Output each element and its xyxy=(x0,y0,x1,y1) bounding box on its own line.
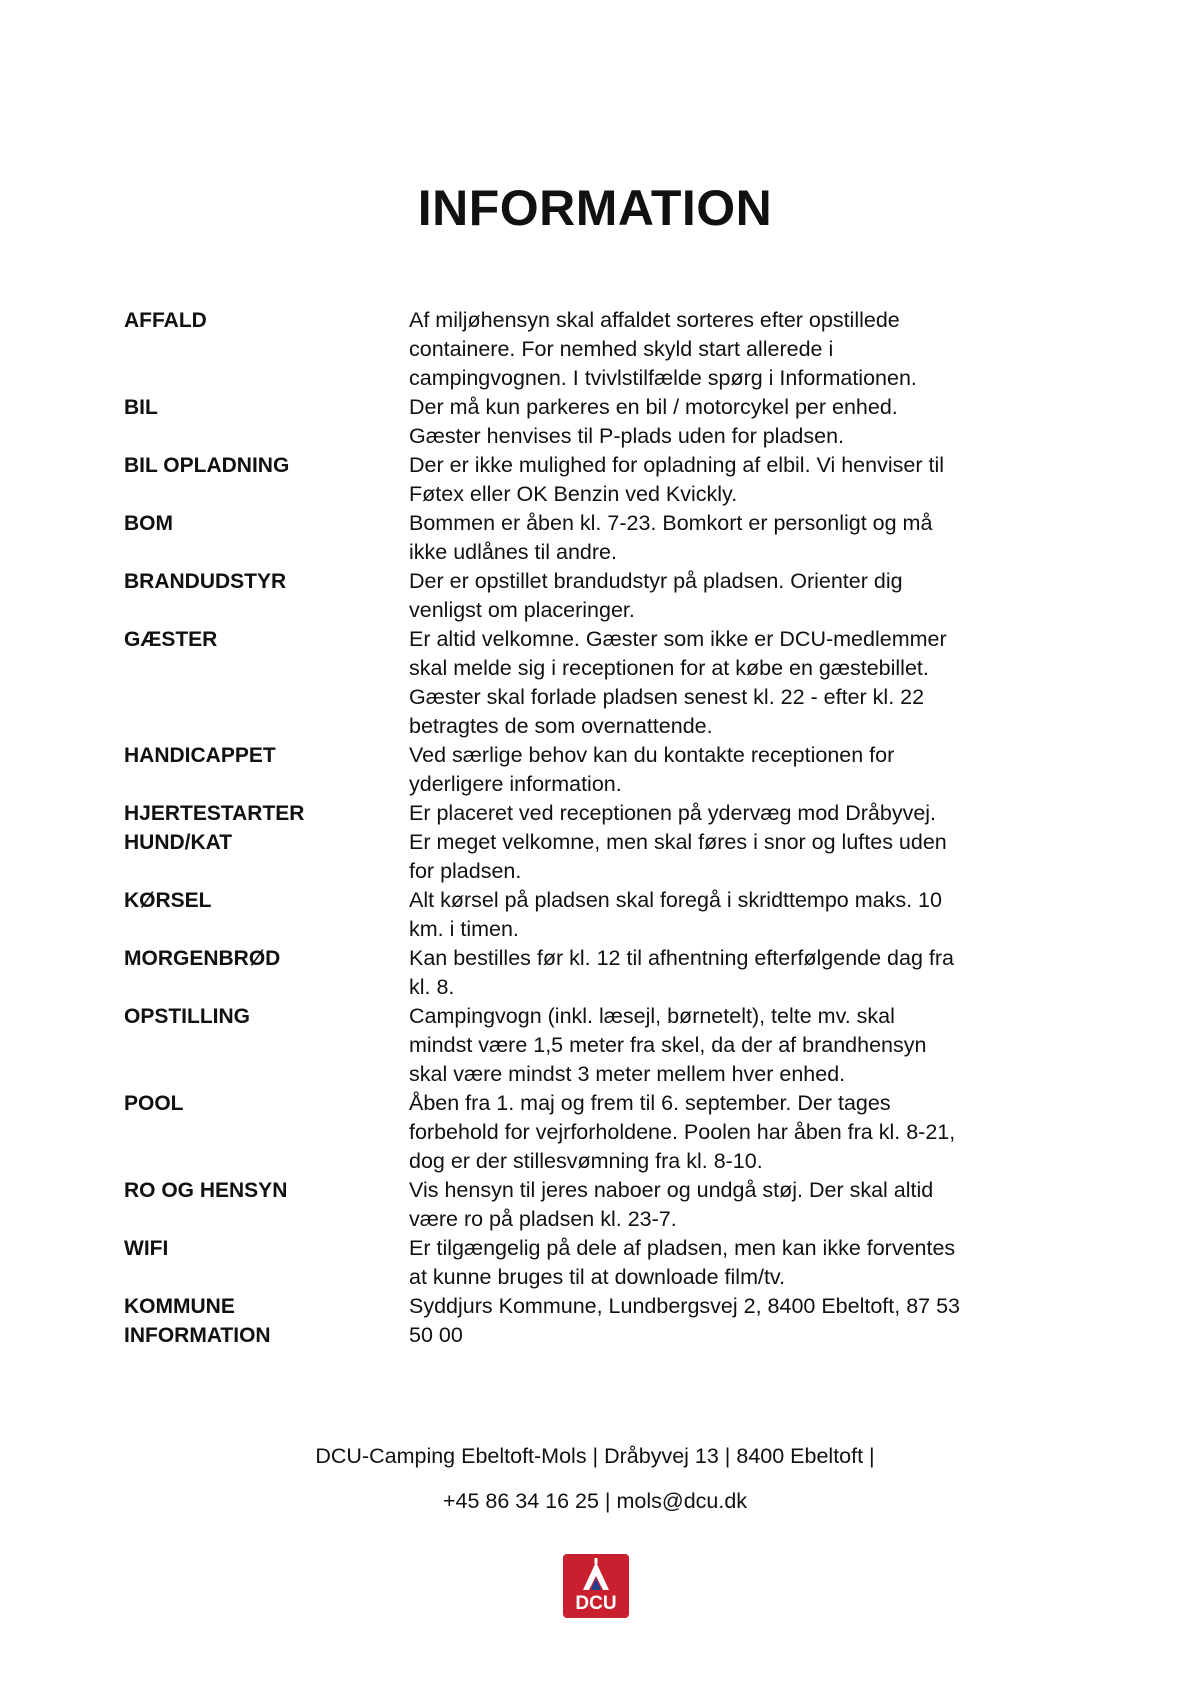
info-label: AFFALD xyxy=(124,309,207,332)
logo-text: DCU xyxy=(575,1593,617,1614)
page-title: INFORMATION xyxy=(417,180,773,236)
info-row-morgenbroed xyxy=(124,944,1074,1002)
info-row-affald xyxy=(124,306,1074,393)
footer-contact: +45 86 34 16 25 | mols@dcu.dk xyxy=(442,1489,748,1513)
info-list xyxy=(124,306,1074,1350)
info-label: HJERTESTARTER xyxy=(124,802,305,825)
info-label: BIL xyxy=(124,396,158,419)
info-text: Der er opstillet brandudstyr på pladsen. Orienter dig venligst om placeringer. xyxy=(409,569,903,622)
info-text: Bommen er åben kl. 7-23. Bomkort er personligt og må ikke udlånes til andre. xyxy=(409,511,933,564)
info-label: HANDICAPPET xyxy=(124,744,276,767)
info-label: BRANDUDSTYR xyxy=(124,570,287,593)
info-row-koersel xyxy=(124,886,1074,944)
info-row-pool xyxy=(124,1089,1074,1176)
footer-address: DCU-Camping Ebeltoft-Mols | Dråbyvej 13 | 8400 Ebeltoft | xyxy=(315,1444,875,1468)
info-label: BIL OPLADNING xyxy=(124,454,290,477)
info-label: KOMMUNE INFORMATION xyxy=(124,1295,271,1347)
info-text: Er tilgængelig på dele af pladsen, men kan ikke forventes at kunne bruges til at downloade film/tv. xyxy=(409,1236,956,1289)
info-label: GÆSTER xyxy=(124,628,218,651)
info-label: MORGENBRØD xyxy=(124,947,281,970)
info-text: Ved særlige behov kan du kontakte receptionen for yderligere information. xyxy=(409,743,895,796)
info-label: OPSTILLING xyxy=(124,1005,250,1028)
info-text: Der er ikke mulighed for opladning af elbil. Vi henviser til Føtex eller OK Benzin ved Kvickly. xyxy=(409,453,944,506)
info-row-hjertestarter xyxy=(124,799,1074,828)
info-text: Er placeret ved receptionen på ydervæg mod Dråbyvej. xyxy=(409,801,937,825)
info-text: Åben fra 1. maj og frem til 6. september. Der tages forbehold for vejrforholdene. Poolen har åben fra kl. 8-21, dog er der stillesvømning fra kl. 8-10. xyxy=(409,1091,956,1173)
info-text: Vis hensyn til jeres naboer og undgå støj. Der skal altid være ro på pladsen kl. 23-7. xyxy=(409,1178,934,1231)
info-label: WIFI xyxy=(124,1237,169,1260)
info-row-ro-og-hensyn xyxy=(124,1176,1074,1234)
info-text: Campingvogn (inkl. læsejl, børnetelt), telte mv. skal mindst være 1,5 meter fra skel, da der af brandhensyn skal være mindst 3 meter mellem hver enhed. xyxy=(409,1004,927,1086)
info-row-brandudstyr xyxy=(124,567,1074,625)
info-row-bil-opladning xyxy=(124,451,1074,509)
info-row-bil xyxy=(124,393,1074,451)
info-text: Er altid velkomne. Gæster som ikke er DCU-medlemmer skal melde sig i receptionen for at købe en gæstebillet. Gæster skal forlade pladsen senest kl. 22 - efter kl. 22 betragtes de som overnattende. xyxy=(409,627,947,738)
dcu-logo xyxy=(563,1554,629,1618)
info-text: Alt kørsel på pladsen skal foregå i skridttempo maks. 10 km. i timen. xyxy=(409,888,942,941)
info-label: HUND/KAT xyxy=(124,831,233,854)
info-text: Er meget velkomne, men skal føres i snor og luftes uden for pladsen. xyxy=(409,830,947,883)
info-row-wifi xyxy=(124,1234,1074,1292)
info-text: Af miljøhensyn skal affaldet sorteres efter opstillede containere. For nemhed skyld start allerede i campingvognen. I tvivlstilfælde spørg i Informationen. xyxy=(409,308,917,390)
info-label: RO OG HENSYN xyxy=(124,1179,288,1202)
info-row-bom xyxy=(124,509,1074,567)
info-row-kommune-information xyxy=(124,1292,1074,1350)
info-text: Der må kun parkeres en bil / motorcykel per enhed. Gæster henvises til P-plads uden for pladsen. xyxy=(409,395,898,448)
info-text: Kan bestilles før kl. 12 til afhentning efterfølgende dag fra kl. 8. xyxy=(409,946,954,999)
info-row-hund-kat xyxy=(124,828,1074,886)
info-row-opstilling xyxy=(124,1002,1074,1089)
info-label: POOL xyxy=(124,1092,184,1115)
info-label: BOM xyxy=(124,512,173,535)
info-text: Syddjurs Kommune, Lundbergsvej 2, 8400 Ebeltoft, 87 53 50 00 xyxy=(409,1294,960,1347)
info-row-handicappet xyxy=(124,741,1074,799)
info-row-gaester xyxy=(124,625,1074,741)
info-label: KØRSEL xyxy=(124,889,212,912)
